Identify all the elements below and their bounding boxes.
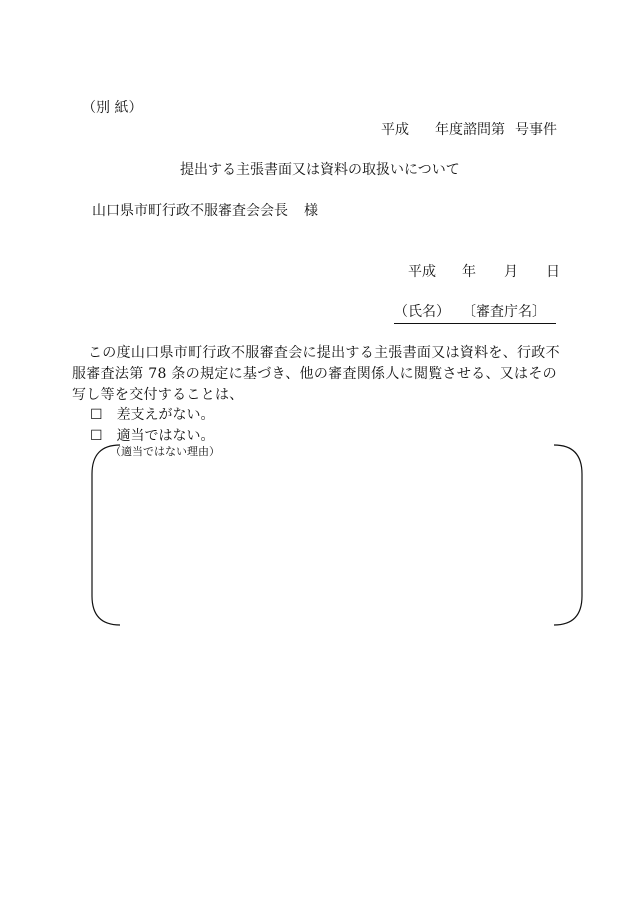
option-label: 差支えがない。 bbox=[116, 407, 215, 423]
date-day: 日 bbox=[546, 264, 560, 280]
right-bracket bbox=[554, 445, 582, 625]
date-line bbox=[408, 262, 560, 282]
signer-name-label: （氏名） bbox=[394, 304, 450, 320]
date-era: 平成 bbox=[408, 264, 436, 280]
checkbox-icon[interactable]: ☐ bbox=[90, 407, 103, 423]
signer-line bbox=[394, 302, 556, 324]
date-month: 月 bbox=[504, 264, 518, 280]
checkbox-icon[interactable]: ☐ bbox=[90, 428, 103, 444]
case-number bbox=[381, 120, 557, 140]
reason-box-brackets bbox=[90, 444, 584, 626]
case-era: 平成 bbox=[381, 122, 409, 138]
annex-label: （別 紙） bbox=[82, 100, 143, 116]
case-number-label: 号事件 bbox=[515, 122, 557, 138]
addressee-honorific: 様 bbox=[304, 203, 318, 219]
addressee bbox=[92, 201, 318, 221]
option-inappropriate[interactable] bbox=[90, 426, 215, 446]
case-year-label: 年度諮問第 bbox=[435, 122, 505, 138]
date-year: 年 bbox=[462, 264, 476, 280]
reason-label: （適当ではない理由） bbox=[110, 445, 220, 458]
body-text: この度山口県市町行政不服審査会に提出する主張書面又は資料を、行政不服審査法第 78 条の規定に基づき、他の審査関係人に閲覧させる、又はその写し等を交付することは、 bbox=[72, 345, 560, 403]
addressee-name: 山口県市町行政不服審査会会長 bbox=[92, 203, 288, 219]
left-bracket bbox=[92, 445, 120, 625]
document-title: 提出する主張書面又は資料の取扱いについて bbox=[180, 162, 460, 178]
reason-box[interactable] bbox=[90, 444, 584, 626]
option-label: 適当ではない。 bbox=[116, 428, 215, 444]
signer-agency-label: 〔審査庁名〕 bbox=[462, 304, 546, 320]
option-no-objection[interactable] bbox=[90, 405, 215, 425]
